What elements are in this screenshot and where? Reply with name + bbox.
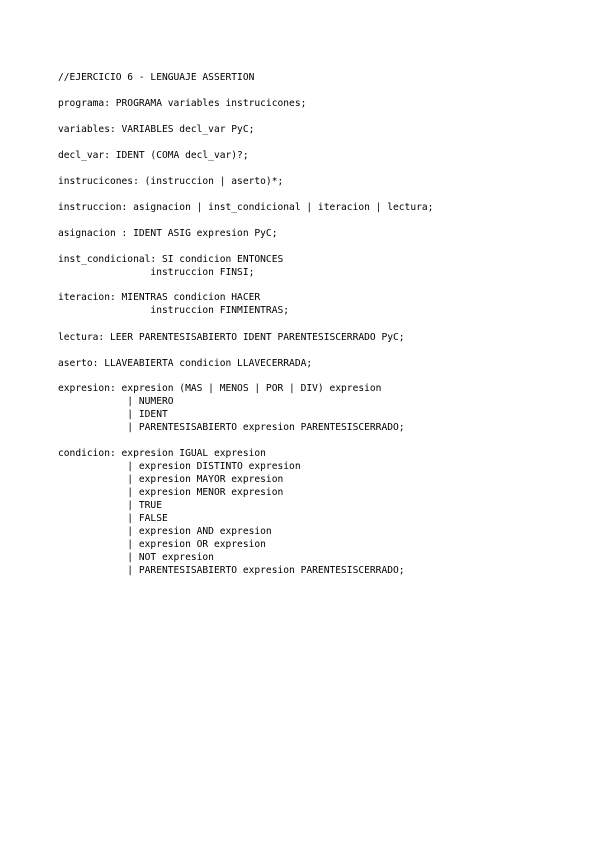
rule-inst-condicional-cont: instruccion FINSI; <box>58 267 255 278</box>
rule-condicion-alt-mayor: | expresion MAYOR expresion <box>58 474 284 485</box>
rule-iteracion-cont: instruccion FINMIENTRAS; <box>58 305 290 316</box>
rule-instrucicones: instrucicones: (instruccion | aserto)*; <box>58 176 284 187</box>
rule-expresion: expresion: expresion (MAS | MENOS | POR | DIV) expresion <box>58 383 382 394</box>
rule-instruccion: instruccion: asignacion | inst_condicional | iteracion | lectura; <box>58 202 434 213</box>
rule-condicion-alt-menor: | expresion MENOR expresion <box>58 487 284 498</box>
rule-condicion-alt-false: | FALSE <box>58 513 168 524</box>
rule-aserto: aserto: LLAVEABIERTA condicion LLAVECERRADA; <box>58 358 313 369</box>
rule-condicion-alt-distinto: | expresion DISTINTO expresion <box>58 461 301 472</box>
rule-condicion-alt-parentesis: | PARENTESISABIERTO expresion PARENTESISCERRADO; <box>58 565 405 576</box>
rule-asignacion: asignacion : IDENT ASIG expresion PyC; <box>58 228 278 239</box>
rule-condicion-alt-and: | expresion AND expresion <box>58 526 272 537</box>
rule-condicion-alt-or: | expresion OR expresion <box>58 539 266 550</box>
rule-condicion-alt-not: | NOT expresion <box>58 552 214 563</box>
rule-expresion-alt-numero: | NUMERO <box>58 396 174 407</box>
rule-inst-condicional: inst_condicional: SI condicion ENTONCES <box>58 254 284 265</box>
rule-decl-var: decl_var: IDENT (COMA decl_var)?; <box>58 150 249 161</box>
rule-programa: programa: PROGRAMA variables instrucicones; <box>58 98 307 109</box>
rule-condicion: condicion: expresion IGUAL expresion <box>58 448 266 459</box>
exercise-title: //EJERCICIO 6 - LENGUAJE ASSERTION <box>58 72 255 83</box>
rule-expresion-alt-ident: | IDENT <box>58 409 168 420</box>
rule-variables: variables: VARIABLES decl_var PyC; <box>58 124 255 135</box>
rule-lectura: lectura: LEER PARENTESISABIERTO IDENT PARENTESISCERRADO PyC; <box>58 332 405 343</box>
rule-condicion-alt-true: | TRUE <box>58 500 162 511</box>
rule-expresion-alt-parentesis: | PARENTESISABIERTO expresion PARENTESISCERRADO; <box>58 422 405 433</box>
rule-iteracion: iteracion: MIENTRAS condicion HACER <box>58 292 261 303</box>
